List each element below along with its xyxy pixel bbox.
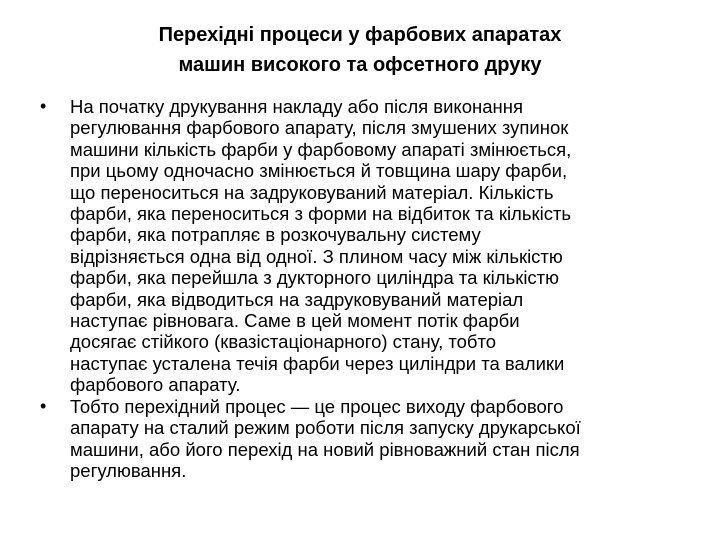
bullet-item-1	[40, 96, 690, 396]
text-line: фарби, яка потрапляє в розкочувальну систему	[70, 224, 481, 246]
text-line: машини, або його перехід на новий рівноважний стан після	[70, 438, 580, 460]
text-line: наступає усталена течія фарби через циліндри та валики	[70, 352, 565, 374]
bullet-dot-icon: •	[40, 96, 47, 116]
text-line: досягає стійкого (квазістаціонарного) стану, тобто	[70, 331, 497, 353]
text-line: що переноситься на задруковуваний матеріал. Кількість	[70, 181, 554, 203]
text-line: фарби, яка перейшла з дукторного циліндра та кількістю	[70, 267, 560, 289]
text-line: при цьому одночасно змінюється й товщина шару фарби,	[70, 160, 568, 182]
text-line: апарату на сталий режим роботи після запуску друкарської	[70, 417, 581, 439]
text-line: відрізняється одна від одної. З плином часу між кількістю	[70, 245, 563, 267]
title-line-2: машин високого та офсетного друку	[178, 54, 542, 76]
text-line: Тобто перехідний процес — це процес виходу фарбового	[70, 395, 564, 417]
text-line: наступає рівновага. Саме в цей момент потік фарби	[70, 310, 520, 332]
bullet-dot-icon: •	[40, 395, 47, 416]
bullet-text-1	[70, 96, 690, 396]
text-line: На початку друкування накладу або після виконання	[70, 96, 523, 117]
slide-title	[60, 20, 660, 80]
text-line: регулювання фарбового апарату, після змушених зупинок	[70, 117, 569, 139]
text-line: регулювання.	[70, 459, 187, 481]
title-line-1: Перехідні процеси у фарбових апаратах	[158, 24, 562, 46]
text-line: фарби, яка переноситься з форми на відбиток та кількість	[70, 203, 572, 225]
bullet-item-2	[40, 396, 690, 482]
text-line: машини кількість фарби у фарбовому апараті змінюється,	[70, 138, 572, 160]
bullet-text-2	[70, 396, 690, 482]
text-line: фарбового апарату.	[70, 374, 241, 396]
bullet-list	[40, 96, 690, 481]
text-line: фарби, яка відводиться на задруковуваний матеріал	[70, 288, 524, 310]
